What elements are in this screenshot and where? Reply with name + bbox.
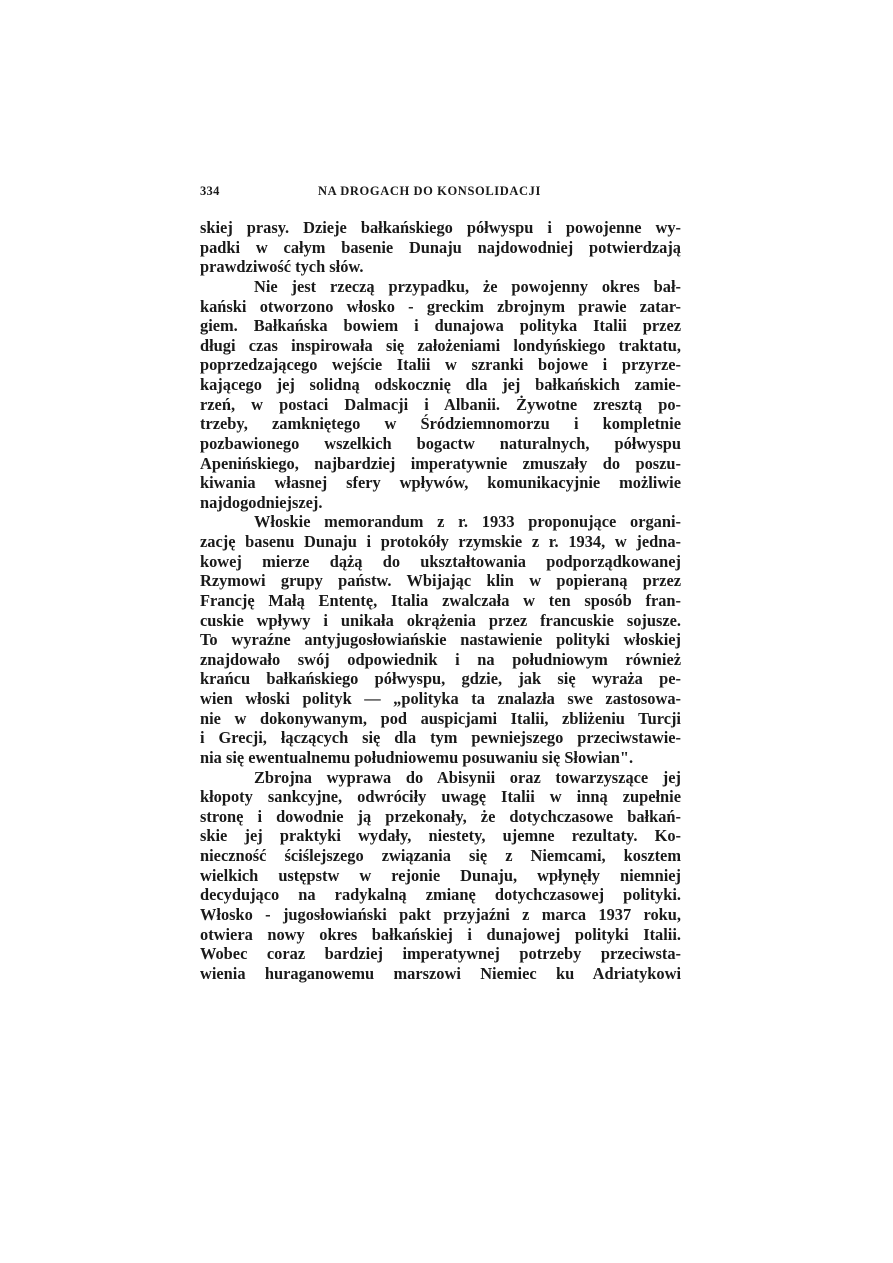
page-header [200, 184, 681, 206]
text-line: Wobec coraz bardziej imperatywnej potrzeby przeciwsta- [200, 944, 681, 964]
text-line: Zbrojna wyprawa do Abisynii oraz towarzyszące jej [254, 767, 681, 787]
paragraph [200, 512, 681, 767]
text-line: rzeń, w postaci Dalmacji i Albanii. Żywotne zresztą po- [200, 394, 681, 414]
text-line: wienia huraganowemu marszowi Niemiec ku Adriatykowi [200, 963, 681, 983]
text-line: najdogodniejszej. [200, 492, 323, 512]
text-line: znajdowało swój odpowiednik i na południowym również [200, 649, 681, 669]
text-line: Rzymowi grupy państw. Wbijając klin w popieraną przez [200, 571, 681, 591]
text-line: otwiera nowy okres bałkańskiej i dunajowej polityki Italii. [200, 924, 681, 944]
text-line: i Grecji, łączących się dla tym pewniejszego przeciwstawie- [200, 728, 681, 748]
text-line: stronę i dowodnie ją przekonały, że dotychczasowe bałkań- [200, 806, 681, 826]
text-line: nia się ewentualnemu południowemu posuwaniu się Słowian". [200, 747, 634, 767]
text-line: Włosko - jugosłowiański pakt przyjaźni z marca 1937 roku, [200, 904, 681, 924]
text-line: Nie jest rzeczą przypadku, że powojenny okres bał- [254, 276, 681, 296]
text-line: skie jej praktyki wydały, niestety, ujemne rezultaty. Ko- [200, 826, 681, 846]
text-line: kłopoty sankcyjne, odwróciły uwagę Italii w inną zupełnie [200, 787, 681, 807]
text-line: giem. Bałkańska bowiem i dunajowa polityka Italii przez [200, 316, 681, 336]
text-line: prawdziwość tych słów. [200, 257, 364, 277]
text-line: zację basenu Dunaju i protokóły rzymskie z r. 1934, w jedna- [200, 532, 681, 551]
text-line: krańcu bałkańskiego półwyspu, gdzie, jak się wyraża pe- [200, 669, 681, 689]
text-line: padki w całym basenie Dunaju najdowodniej potwierdzają [200, 237, 681, 257]
body-text [200, 218, 681, 983]
text-line: cuskie wpływy i unikała okrążenia przez francuskie sojusze. [200, 610, 681, 630]
text-line: kański otworzono włosko - greckim zbrojnym prawie zatar- [200, 296, 681, 316]
text-line: pozbawionego wszelkich bogactw naturalnych, półwyspu [200, 433, 681, 453]
text-line: nie w dokonywanym, pod auspicjami Italii, zbliżeniu Turcji [200, 708, 681, 728]
text-line: wielkich ustępstw w rejonie Dunaju, wpłynęły niemniej [200, 865, 681, 885]
page-number: 334 [200, 184, 220, 198]
text-line: kiwania własnej sfery wpływów, komunikacyjnie możliwie [200, 473, 681, 493]
text-line: To wyraźne antyjugosłowiańskie nastawienie polityki włoskiej [200, 630, 681, 650]
text-line: Włoskie memorandum z r. 1933 proponujące organi- [254, 512, 681, 532]
text-line: długi czas inspirowała się założeniami londyńskiego traktatu, [200, 335, 681, 355]
running-title: NA DROGACH DO KONSOLIDACJI [318, 184, 541, 198]
text-line: trzeby, zamkniętego w Śródziemnomorzu i kompletnie [200, 414, 681, 434]
text-line: kającego jej solidną odskocznię dla jej bałkańskich zamie- [200, 375, 681, 394]
text-line: Apenińskiego, najbardziej imperatywnie zmuszały do poszu- [200, 453, 681, 473]
text-line: wien włoski polityk — „polityka ta znalazła swe zastosowa- [200, 689, 681, 708]
paragraph [200, 218, 681, 277]
book-page [200, 184, 681, 983]
text-line: decydująco na radykalną zmianę dotychczasowej polityki. [200, 885, 681, 905]
text-line: kowej mierze dążą do ukształtowania podporządkowanej [200, 551, 681, 571]
text-line: skiej prasy. Dzieje bałkańskiego półwyspu i powojenne wy- [200, 218, 681, 237]
text-line: poprzedzającego wejście Italii w szranki bojowe i przyrze- [200, 355, 681, 375]
paragraph [200, 277, 681, 513]
text-line: Francję Małą Ententę, Italia zwalczała w ten sposób fran- [200, 590, 681, 610]
paragraph [200, 768, 681, 984]
text-line: nieczność ściślejszego związania się z Niemcami, kosztem [200, 846, 681, 865]
